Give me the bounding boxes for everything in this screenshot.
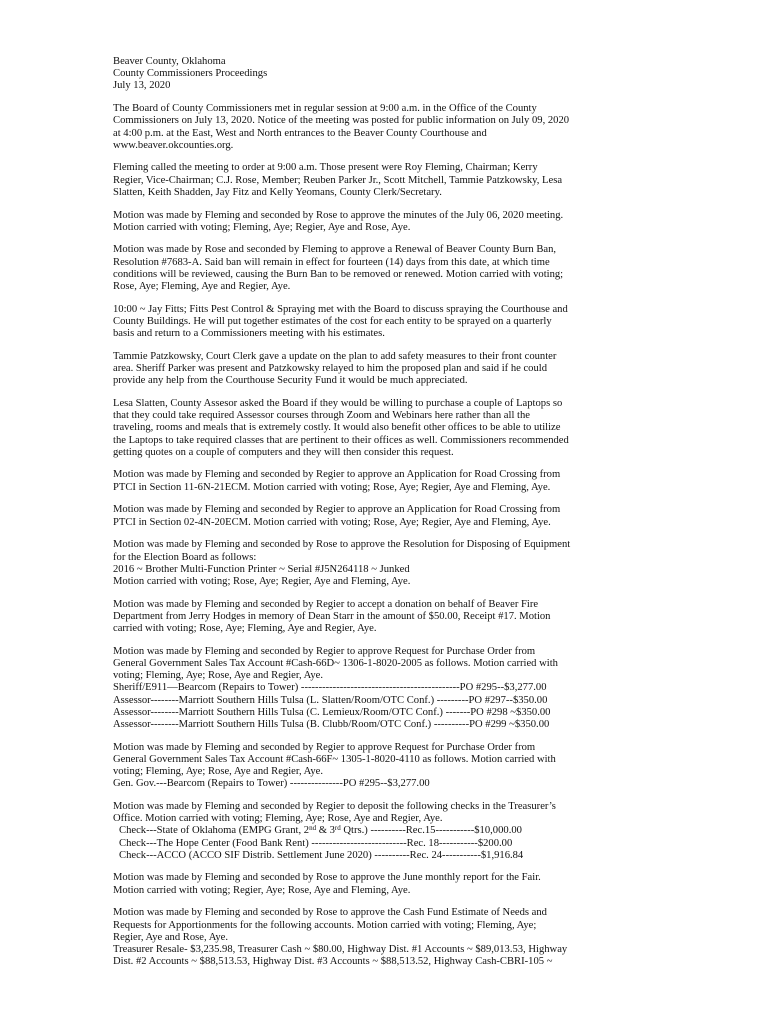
text-line: Slatten, Keith Shadden, Jay Fitz and Kelly Yeomans, County Clerk/Secretary. bbox=[113, 186, 442, 198]
text-line: PTCI in Section 11-6N-21ECM. Motion carried with voting; Rose, Aye; Regier, Aye and Fleming, Aye. bbox=[113, 481, 551, 493]
text-line: Motion carried with voting; Fleming, Aye; Regier, Aye and Rose, Aye. bbox=[113, 221, 411, 233]
text-line: Tammie Patzkowsky, Court Clerk gave a update on the plan to add safety measures to their front counter bbox=[113, 350, 557, 362]
text-line: Motion was made by Fleming and seconded by Regier to approve an Application for Road Crossing from bbox=[113, 504, 561, 516]
text-line: that they could take required Assessor courses through Zoom and Webinars here rather than all the bbox=[113, 410, 530, 422]
document-title: County Commissioners Proceedings bbox=[113, 68, 268, 80]
text-line: traveling, rooms and meals that is extremely costly. It would also benefit other offices to be able to utilize bbox=[113, 422, 561, 434]
text-line: Motion was made by Fleming and seconded by Rose to approve the June monthly report for the Fair. bbox=[113, 872, 541, 884]
text-line: Dist. #2 Accounts ~ $88,513.53, Highway Dist. #3 Accounts ~ $88,513.52, Highway Cash-CBRI-105 ~ bbox=[113, 956, 553, 968]
paragraph-fire-donation bbox=[113, 599, 661, 636]
purchase-order-line: Gen. Gov.---Bearcom (Repairs to Tower) ---------------PO #295--$3,277.00 bbox=[113, 778, 430, 790]
check-line bbox=[113, 825, 661, 837]
check-line: Check---ACCO (ACCO SIF Distrib. Settlement June 2020) ----------Rec. 24-----------$1,916.84 bbox=[119, 849, 524, 861]
ordinal-suffix: nd bbox=[309, 824, 317, 833]
text-line: conditions will be reviewed, causing the Burn Ban to be removed or renewed. Motion carried with voting; bbox=[113, 268, 564, 280]
text-line: Motion carried with voting; Regier, Aye; Rose, Aye and Fleming, Aye. bbox=[113, 884, 411, 896]
text-line: the Laptops to take required classes that are pertinent to their offices as well. Commissioners recommended bbox=[113, 434, 569, 446]
paragraph-minutes-motion bbox=[113, 210, 661, 234]
text-line: Motion was made by Fleming and seconded by Regier to approve Request for Purchase Order from bbox=[113, 741, 536, 753]
paragraph-cash-fund-estimate bbox=[113, 907, 661, 968]
text-line: voting; Fleming, Aye; Rose, Aye and Regier, Aye. bbox=[113, 766, 323, 778]
text-line: provide any help from the Courthouse Security Fund it would be much appreciated. bbox=[113, 375, 468, 387]
document-header bbox=[113, 56, 661, 93]
text-line: Motion was made by Fleming and seconded by Regier to accept a donation on behalf of Beaver Fire bbox=[113, 598, 539, 610]
purchase-order-line: Assessor--------Marriott Southern Hills Tulsa (C. Lemieux/Room/OTC Conf.) -------PO #298 ~$350.00 bbox=[113, 706, 551, 718]
paragraph-attendance bbox=[113, 162, 661, 199]
text-line: Fleming called the meeting to order at 9:00 a.m. Those present were Roy Fleming, Chairman; Kerry bbox=[113, 162, 538, 174]
text-line: Requests for Apportionments for the following accounts. Motion carried with voting; Fleming, Aye; bbox=[113, 919, 537, 931]
text-line: Resolution #7683-A. Said ban will remain in effect for fourteen (14) days from this date, at which time bbox=[113, 256, 550, 268]
paragraph-session-notice bbox=[113, 103, 661, 152]
paragraph-road-crossing-1 bbox=[113, 469, 661, 493]
text-line: General Government Sales Tax Account #Cash-66D~ 1306-1-8020-2005 as follows. Motion carried with bbox=[113, 657, 558, 669]
text-line: Motion carried with voting; Rose, Aye; Regier, Aye and Fleming, Aye. bbox=[113, 575, 411, 587]
text-line: The Board of County Commissioners met in regular session at 9:00 a.m. in the Office of the County bbox=[113, 103, 537, 115]
text-line: PTCI in Section 02-4N-20ECM. Motion carried with voting; Rose, Aye; Regier, Aye and Fleming, Aye. bbox=[113, 516, 551, 528]
text-line: voting; Fleming, Aye; Rose, Aye and Regier, Aye. bbox=[113, 670, 323, 682]
text-line: www.beaver.okcounties.org. bbox=[113, 139, 234, 151]
check-line: Check---The Hope Center (Food Bank Rent) ---------------------------Rec. 18-----------$200.00 bbox=[119, 837, 513, 849]
text-line: 2016 ~ Brother Multi-Function Printer ~ Serial #J5N264118 ~ Junked bbox=[113, 563, 410, 575]
paragraph-purchase-order-66d bbox=[113, 646, 661, 731]
ordinal-suffix: rd bbox=[334, 824, 341, 833]
text-line: Rose, Aye; Fleming, Aye and Regier, Aye. bbox=[113, 281, 291, 293]
paragraph-road-crossing-2 bbox=[113, 504, 661, 528]
check-text: Qtrs.) ----------Rec.15-----------$10,000.00 bbox=[340, 825, 522, 837]
text-line: Motion was made by Fleming and seconded by Regier to deposit the following checks in the Treasurer’s bbox=[113, 800, 556, 812]
text-line: basis and return to a Commissioners meeting with his estimates. bbox=[113, 328, 385, 340]
text-line: Regier, Vice-Chairman; C.J. Rose, Member; Reuben Parker Jr., Scott Mitchell, Tammie Patzkowsky, Lesa bbox=[113, 174, 563, 186]
text-line: Regier, Aye and Rose, Aye. bbox=[113, 931, 229, 943]
text-line: County Buildings. He will put together estimates of the cost for each entity to be sprayed on a quarterly bbox=[113, 315, 552, 327]
text-line: Motion was made by Fleming and seconded by Rose to approve the Resolution for Disposing of Equipment bbox=[113, 539, 571, 551]
paragraph-burn-ban bbox=[113, 244, 661, 293]
purchase-order-line: Assessor--------Marriott Southern Hills Tulsa (B. Clubb/Room/OTC Conf.) ----------PO #299 ~$350.00 bbox=[113, 718, 550, 730]
text-line: Motion was made by Fleming and seconded by Regier to approve an Application for Road Crossing from bbox=[113, 469, 561, 481]
paragraph-court-clerk bbox=[113, 351, 661, 388]
text-line: Department from Jerry Hodges in memory of Dean Starr in the amount of $50.00, Receipt #17. Motion bbox=[113, 610, 551, 622]
check-text: & 3 bbox=[316, 825, 335, 837]
paragraph-equipment-disposal bbox=[113, 539, 661, 588]
text-line: Lesa Slatten, County Assesor asked the Board if they would be willing to purchase a couple of Laptops so bbox=[113, 397, 563, 409]
text-line: Motion was made by Fleming and seconded by Regier to approve Request for Purchase Order from bbox=[113, 645, 536, 657]
purchase-order-line: Assessor--------Marriott Southern Hills Tulsa (L. Slatten/Room/OTC Conf.) ---------PO #297--$350.00 bbox=[113, 694, 548, 706]
text-line: Office. Motion carried with voting; Fleming, Aye; Rose, Aye and Regier, Aye. bbox=[113, 813, 443, 825]
paragraph-pest-control bbox=[113, 304, 661, 341]
paragraph-fair-report bbox=[113, 872, 661, 896]
text-line: Motion was made by Rose and seconded by Fleming to approve a Renewal of Beaver County Burn Ban, bbox=[113, 244, 557, 256]
meeting-date: July 13, 2020 bbox=[113, 80, 171, 92]
paragraph-purchase-order-66f bbox=[113, 742, 661, 791]
paragraph-check-deposits bbox=[113, 801, 661, 862]
text-line: Motion was made by Fleming and seconded by Rose to approve the minutes of the July 06, 2020 meeting. bbox=[113, 209, 564, 221]
text-line: Treasurer Resale- $3,235.98, Treasurer Cash ~ $80.00, Highway Dist. #1 Accounts ~ $89,013.53, Highway bbox=[113, 943, 568, 955]
check-text: Check---State of Oklahoma (EMPG Grant, 2 bbox=[119, 825, 310, 837]
text-line: area. Sheriff Parker was present and Patzkowsky relayed to him the proposed plan and said if he could bbox=[113, 363, 548, 375]
text-line: at 4:00 p.m. at the East, West and North entrances to the Beaver County Courthouse and bbox=[113, 127, 487, 139]
text-line: Motion was made by Fleming and seconded by Rose to approve the Cash Fund Estimate of Needs and bbox=[113, 907, 547, 919]
paragraph-assessor-laptops bbox=[113, 398, 661, 459]
text-line: General Government Sales Tax Account #Cash-66F~ 1305-1-8020-4110 as follows. Motion carried with bbox=[113, 753, 556, 765]
text-line: carried with voting; Rose, Aye; Fleming, Aye and Regier, Aye. bbox=[113, 623, 377, 635]
county-name: Beaver County, Oklahoma bbox=[113, 56, 226, 67]
text-line: 10:00 ~ Jay Fitts; Fitts Pest Control & Spraying met with the Board to discuss spraying the Courthouse and bbox=[113, 303, 568, 315]
document-page bbox=[113, 56, 661, 979]
purchase-order-line: Sheriff/E911—Bearcom (Repairs to Tower) ---------------------------------------------PO #295--$3,277.00 bbox=[113, 682, 547, 694]
text-line: getting quotes on a couple of computers and they will then consider this request. bbox=[113, 446, 454, 458]
text-line: Commissioners on July 13, 2020. Notice of the meeting was posted for public information on July 09, 2020 bbox=[113, 115, 570, 127]
text-line: for the Election Board as follows: bbox=[113, 551, 257, 563]
